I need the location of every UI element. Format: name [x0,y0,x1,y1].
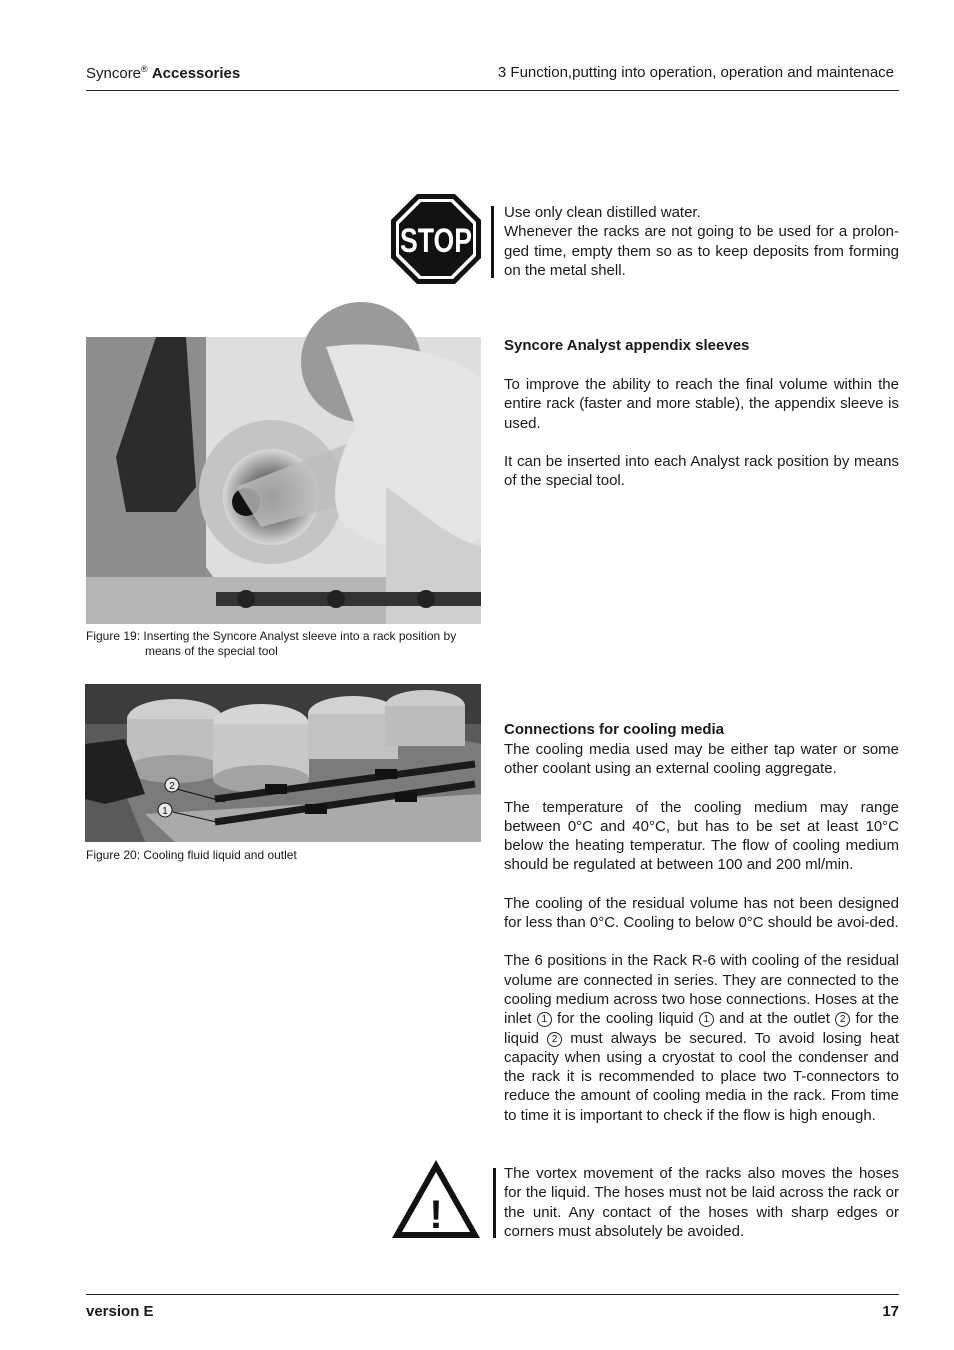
cooling-paragraph1: The cooling media used may be either tap water or some other coolant using an external cooling aggregate. [504,741,899,778]
stop-sign-icon [390,193,482,285]
cooling-p4-part-d: for the liquid [504,1010,900,1047]
figure20-caption: Figure 20: Cooling fluid liquid and outlet [86,848,297,862]
sleeves-heading: Syncore Analyst appendix sleeves [504,337,750,354]
footer-rule [86,1294,899,1295]
cooling-heading: Connections for cooling media [504,721,725,738]
figure19-caption-line1: Inserting the Syncore Analyst sleeve into a rack position by [143,629,457,643]
svg-text:1: 1 [162,806,168,817]
figure19-caption-line2: means of the special tool [145,644,278,658]
figure19-photo [86,337,481,624]
figure19-caption [86,629,486,659]
warning-text: The vortex movement of the racks also moves the hoses for the liquid. The hoses must not be laid across the rack or the unit. Any contact of the hoses with sharp edges or corners must absolutely be avoided. [504,1165,899,1240]
warning-triangle-icon [390,1158,482,1240]
cooling-p4-part-e: must always be secured. To avoid losing heat capacity when using a cryostat to cool the condenser and the rack it is recommended to place two T-connectors to reduce the amount of cooling media in the rack. From time to time it is important to check if the flow is high enough. [504,1029,900,1124]
inlet-marker-2: 1 [699,1012,714,1027]
outlet-marker-2: 2 [547,1032,562,1047]
figure19-label: Figure 19: [86,629,141,643]
warning-exclamation: ! [429,1193,443,1237]
stop-note-text [504,203,899,280]
cooling-text [504,740,899,1125]
registered-mark: ® [141,64,148,74]
cooling-p4-part-c: and at the outlet [719,1010,830,1028]
stop-note-bar [491,206,494,278]
cooling-paragraph2: The temperature of the cooling medium may range between 0°C and 40°C, but has to be set at least 10°C below the heating temperatur. The flow of cooling medium should be regulated at between 100 and 200 ml/min. [504,798,899,874]
stop-note-line1: Use only clean distilled water. [504,204,701,221]
sleeves-paragraph2: It can be inserted into each Analyst rack position by means of the special tool. [504,452,899,490]
header-rule [86,90,899,91]
sleeves-text [504,375,899,490]
inlet-marker-1: 1 [537,1012,552,1027]
page-number: 17 [882,1303,899,1320]
cooling-paragraph3: The cooling of the residual volume has not been designed for less than 0°C. Cooling to below 0°C should be avoi-ded. [504,894,899,932]
stop-sign-text: STOP [400,222,472,260]
cooling-p4-part-a: The 6 positions in the Rack R-6 with cooling of the residual volume are connected in series. They are connected to the cooling medium across two hose connections. Hoses at the inlet [504,952,899,1028]
svg-text:2: 2 [169,781,175,792]
warning-bar [493,1168,496,1238]
brand-name: Syncore [86,65,142,82]
header-brand [86,64,240,82]
chapter-title: 3 Function,putting into operation, operation and maintenace [497,64,894,81]
stop-note-line2: Whenever the racks are not going to be used for a prolon-ged time, empty them so as to keep deposits from forming on the metal shell. [504,223,899,279]
cooling-p4-part-b: for the cooling liquid [557,1010,694,1028]
outlet-marker-1: 2 [835,1012,850,1027]
section-title: Accessories [151,65,241,82]
cooling-paragraph4 [504,951,899,1125]
sleeves-paragraph1: To improve the ability to reach the final volume within the entire rack (faster and more stable), the appendix sleeve is used. [504,376,899,432]
figure20-photo [85,684,481,842]
footer-version: version E [86,1303,154,1320]
